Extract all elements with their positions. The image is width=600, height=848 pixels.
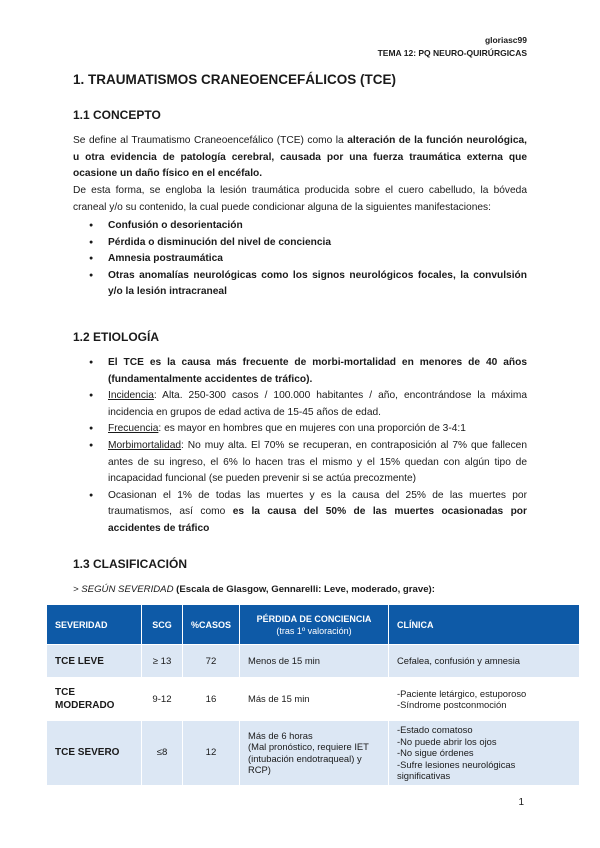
list-item: ● El TCE es la causa más frecuente de morbi-mortalidad en menores de 40 años (fundamentalmente accidentes de tráfico).: [73, 355, 527, 388]
column-header-perdida: PÉRDIDA DE CONCIENCIA (tras 1º valoración): [240, 605, 389, 645]
cell-severidad: TCE LEVE: [47, 645, 142, 678]
column-header-clinica: CLÍNICA: [389, 605, 580, 645]
cell-perdida: Menos de 15 min: [240, 645, 389, 678]
list-item: ● Pérdida o disminución del nivel de conciencia: [73, 235, 527, 252]
manifestaciones-list: [73, 218, 527, 301]
table-row: [47, 678, 580, 721]
cell-scg: 9-12: [142, 678, 183, 721]
section-heading-etiologia: 1.2 ETIOLOGÍA: [73, 330, 160, 344]
table-row: [47, 645, 580, 678]
section-heading-concepto: 1.1 CONCEPTO: [73, 108, 161, 122]
etiologia-list: [73, 355, 527, 538]
list-item: ● Frecuencia: es mayor en hombres que en mujeres con una proporción de 3-4:1: [73, 421, 527, 438]
list-item: ● Morbimortalidad: No muy alta. El 70% se recuperan, en contraposición al 7% que fallecen antes de su ingreso, el 6% lo hacen tras el mismo y el 15% quedan con algún tipo de incapacidad funcional (se pueden prevenir si se actúa precozmente): [73, 438, 527, 488]
cell-perdida: Más de 6 horas (Mal pronóstico, requiere IET (intubación endotraqueal) y RCP): [240, 721, 389, 786]
clasificacion-subtitle: > SEGÚN SEVERIDAD (Escala de Glasgow, Gennarelli: Leve, moderado, grave):: [73, 584, 435, 595]
cell-scg: ≤8: [142, 721, 183, 786]
cell-clinica: -Estado comatoso -No puede abrir los ojos -No sigue órdenes -Sufre lesiones neurológicas significativas: [389, 721, 580, 786]
concepto-paragraph-1: Se define al Traumatismo Craneoencefálico (TCE) como la alteración de la función neurológica, u otra evidencia de patología cerebral, causada por una fuerza traumática externa que ocasione un daño físico en el encéfalo.: [73, 135, 527, 180]
list-item: ● Confusión o desorientación: [73, 218, 527, 235]
header-author: gloriasc99: [484, 35, 527, 45]
severity-table: [46, 604, 580, 786]
cell-casos: 72: [183, 645, 240, 678]
cell-perdida: Más de 15 min: [240, 678, 389, 721]
list-item: ● Ocasionan el 1% de todas las muertes y es la causa del 25% de las muertes por traumatismos, así como es la causa del 50% de las muertes ocasionadas por accidentes de tráfico: [73, 488, 527, 538]
cell-clinica: Cefalea, confusión y amnesia: [389, 645, 580, 678]
list-item: ● Otras anomalías neurológicas como los signos neurológicos focales, la convulsión y/o la lesión intracraneal: [73, 268, 527, 301]
cell-clinica: -Paciente letárgico, estuporoso -Síndrome postconmoción: [389, 678, 580, 721]
document-title: 1. TRAUMATISMOS CRANEOENCEFÁLICOS (TCE): [73, 72, 396, 87]
list-item: ● Incidencia: Alta. 250-300 casos / 100.000 habitantes / año, encontrándose la máxima incidencia en grupos de edad activa de 15-45 años de edad.: [73, 388, 527, 421]
cell-scg: ≥ 13: [142, 645, 183, 678]
table-row: [47, 721, 580, 786]
column-header-severidad: SEVERIDAD: [47, 605, 142, 645]
section-heading-clasificacion: 1.3 CLASIFICACIÓN: [73, 557, 188, 571]
cell-casos: 12: [183, 721, 240, 786]
list-item: ● Amnesia postraumática: [73, 251, 527, 268]
header-topic: TEMA 12: PQ NEURO-QUIRÚRGICAS: [377, 48, 527, 58]
cell-casos: 16: [183, 678, 240, 721]
cell-severidad: TCE MODERADO: [47, 678, 142, 721]
concepto-paragraph-2: De esta forma, se engloba la lesión traumática producida sobre el cuero cabelludo, la bóveda craneal y/o su contenido, la cual puede condicionar alguna de la siguientes manifestaciones:: [73, 185, 527, 213]
column-header-scg: SCG: [142, 605, 183, 645]
cell-severidad: TCE SEVERO: [47, 721, 142, 786]
column-header-casos: %CASOS: [183, 605, 240, 645]
page-number: 1: [518, 797, 524, 808]
table-header-row: [47, 605, 580, 645]
